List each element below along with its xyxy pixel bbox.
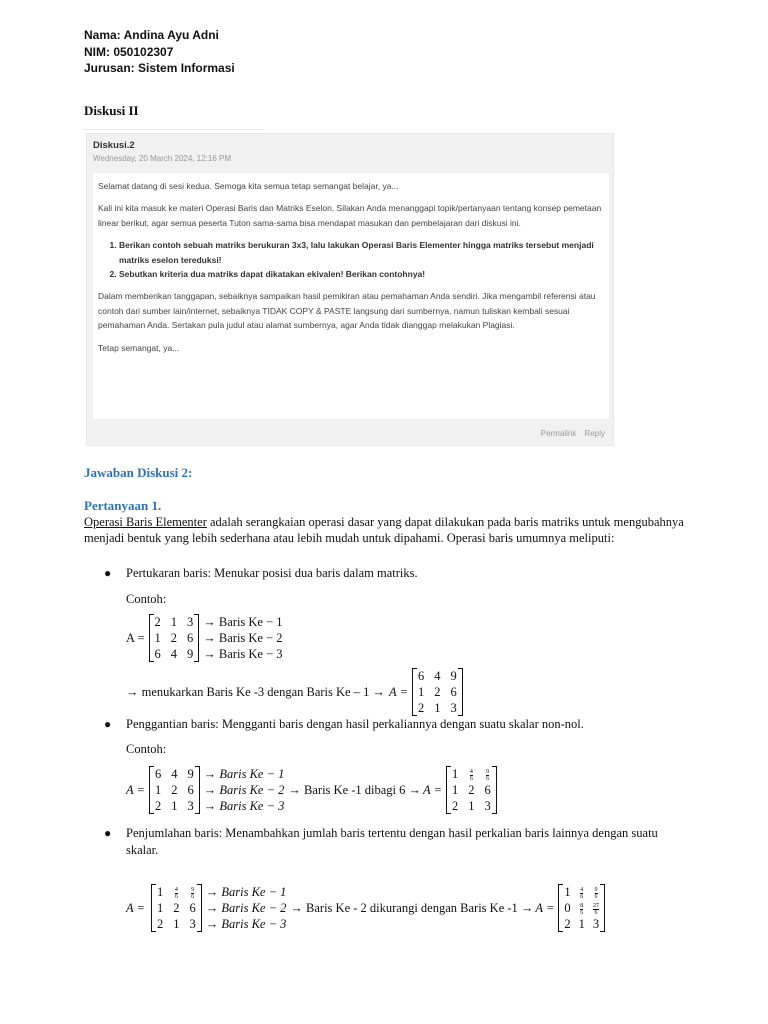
matrix-cell: 1 <box>417 685 425 699</box>
matrix-cell: 3 <box>484 799 491 813</box>
ex1-result-matrix <box>412 668 463 716</box>
permalink-link[interactable]: Permalink <box>540 429 577 438</box>
post-paragraph-2: Kali ini kita masuk ke materi Operasi Baris dan Matriks Eselon. Silakan Anda menanggapi topik/pertanyaan tentang konsep pemetaan linear berikut, agar semua peserta Tuton sama-sama bisa mendapat masukan dan pembelajaran dari diskusi ini. <box>98 203 602 228</box>
matrix-cell: 2 <box>173 901 180 915</box>
matrix-cell: 2 <box>154 799 162 813</box>
bullet-marker: ● <box>104 566 112 580</box>
row-label: → Baris Ke − 2 <box>203 783 285 797</box>
bullet-2-contoh: Contoh: <box>126 742 167 756</box>
matrix-cell: 1 <box>156 901 164 915</box>
ex3-rhs: A = <box>535 900 555 915</box>
ex2-row-labels <box>204 766 285 814</box>
ex3-row-labels <box>206 884 287 932</box>
matrix-cell-fraction: $\frac{27}{6}$ <box>593 902 600 916</box>
intro-text: adalah serangkaian operasi dasar yang dapat dilakukan pada baris matriks untuk mengubahnya menjadi bentuk yang lebih sederhana atau lebih mudah untuk dipahami. Operasi baris umumnya meliputi: <box>84 515 684 545</box>
row-label: → Baris Ke − 2 <box>203 631 283 645</box>
matrix-cell: 1 <box>452 783 459 797</box>
matrix-cell-fraction: $\frac{9}{6}$ <box>486 768 490 782</box>
matrix-cell: 2 <box>171 783 178 797</box>
matrix-cell-fraction: $\frac{4}{6}$ <box>174 886 178 900</box>
matrix-cell: 1 <box>173 917 180 931</box>
matrix-cell: 6 <box>187 631 194 645</box>
post-paragraph-3: Dalam memberikan tanggapan, sebaiknya sampaikan hasil pemikiran atau pemahaman Anda sendiri. Jika mengambil referensi atau contoh dari sumber lain/internet, sebaiknya TIDAK COPY & PASTE langsung dari sumbernya, namun tuliskan kembali sesuai pemahaman Anda. Sertakan pula judul atau alamat sumbernya, agar Anda tidak dianggap melakukan Plagiasi. <box>98 291 596 331</box>
row-label: → Baris Ke − 2 <box>205 901 287 915</box>
diskusi-title: Diskusi II <box>84 103 139 118</box>
post-question-list <box>98 238 603 281</box>
matrix-cell: 3 <box>187 799 194 813</box>
matrix-cell: 9 <box>187 647 194 661</box>
student-header <box>84 27 235 77</box>
post-paragraph-1: Selamat datang di sesi kedua. Semoga kita semua tetap semangat belajar, ya... <box>98 181 399 191</box>
matrix-cell: 2 <box>434 685 441 699</box>
answer-title: Jawaban Diskusi 2: <box>84 465 193 480</box>
post-date: Wednesday, 20 March 2024, 12:16 PM <box>93 154 232 163</box>
forum-post-screenshot <box>86 133 614 446</box>
matrix-cell-fraction: $\frac{9}{6}$ <box>594 886 598 900</box>
row-label: → Baris Ke − 1 <box>203 615 283 629</box>
matrix-cell: 1 <box>434 701 441 715</box>
post-question-1: 1. Berikan contoh sebuah matriks berukuran 3x3, lalu lakukan Operasi Baris Elementer hingga matriks tersebut menjadi matriks eselon tereduksi! <box>119 238 603 267</box>
ex2-rhs: A = <box>423 782 443 797</box>
matrix-cell: 2 <box>417 701 425 715</box>
matrix-cell: 4 <box>171 767 178 781</box>
reply-link[interactable]: Reply <box>584 429 605 438</box>
matrix-cell: 1 <box>156 885 164 899</box>
matrix-cell: 3 <box>189 917 196 931</box>
bullet-3-text: Penjumlahan baris: Menambahkan jumlah baris tertentu dengan hasil perkalian baris lainnya dengan suatu skalar. <box>126 826 658 857</box>
matrix-cell: 9 <box>450 669 457 683</box>
matrix-cell: 2 <box>452 799 459 813</box>
matrix-cell: 6 <box>484 783 491 797</box>
matrix-cell-fraction: $\frac{9}{6}$ <box>191 886 195 900</box>
example-3-equation <box>126 884 746 936</box>
matrix-cell-fraction: $\frac{4}{6}$ <box>580 886 584 900</box>
matrix-cell: 3 <box>187 615 194 629</box>
matrix-cell: 6 <box>450 685 457 699</box>
matrix-cell: 1 <box>171 799 178 813</box>
post-title: Diskusi.2 <box>93 140 135 151</box>
bullet-marker: ● <box>104 826 112 840</box>
matrix-cell: 2 <box>154 615 161 629</box>
post-question-2: 2. Sebutkan kriteria dua matriks dapat dikatakan ekivalen! Berikan contohnya! <box>119 267 603 281</box>
matrix-cell: 2 <box>156 917 164 931</box>
matrix-cell: 6 <box>187 783 194 797</box>
ex1-lhs: A = <box>126 630 145 645</box>
bullet-1-contoh: Contoh: <box>126 592 167 606</box>
example-1-result <box>126 668 726 718</box>
matrix-cell: 1 <box>578 917 585 931</box>
matrix-cell: 1 <box>564 885 571 899</box>
ex3-result-matrix <box>558 884 605 932</box>
bullet-1-text: Pertukaran baris: Menukar posisi dua baris dalam matriks. <box>126 566 418 580</box>
ex2-result-matrix <box>446 766 497 814</box>
bullet-2-text: Penggantian baris: Mengganti baris dengan hasil perkaliannya dengan suatu skalar non-nol. <box>126 717 584 731</box>
row-label: → Baris Ke − 3 <box>203 799 285 813</box>
ex1-rhs: A = <box>388 684 408 699</box>
post-body <box>93 173 609 419</box>
ex3-lhs: A = <box>126 900 145 915</box>
matrix-cell: 6 <box>154 767 162 781</box>
intro-term: Operasi Baris Elementer <box>84 515 207 529</box>
post-paragraph-4: Tetap semangat, ya... <box>98 342 180 353</box>
matrix-cell: 1 <box>468 799 475 813</box>
matrix-cell: 6 <box>154 647 161 661</box>
matrix-cell: 0 <box>564 901 571 915</box>
row-label: → Baris Ke − 1 <box>203 767 285 781</box>
student-name: Nama: Andina Ayu Adni <box>84 28 219 42</box>
row-label: → Baris Ke − 3 <box>205 917 287 931</box>
matrix-cell: 1 <box>154 783 162 797</box>
matrix-cell: 4 <box>170 647 178 661</box>
post-links <box>535 429 605 438</box>
matrix-cell-fraction: $\frac{8}{6}$ <box>580 902 584 916</box>
matrix-cell: 9 <box>187 767 194 781</box>
example-2-equation <box>126 766 726 818</box>
ex3-desc: → Baris Ke - 2 dikurangi dengan Baris Ke -1 → <box>290 900 534 915</box>
row-label: → Baris Ke − 1 <box>205 885 287 899</box>
matrix-cell: 1 <box>170 615 178 629</box>
matrix-cell: 6 <box>189 901 196 915</box>
ex1-matrix <box>149 614 200 662</box>
matrix-cell: 2 <box>564 917 571 931</box>
ex1-row-labels <box>203 614 282 662</box>
row-label: → Baris Ke − 3 <box>203 647 283 661</box>
bullet-marker: ● <box>104 717 112 731</box>
matrix-cell: 3 <box>592 917 600 931</box>
matrix-cell: 2 <box>468 783 475 797</box>
matrix-cell: 3 <box>450 701 457 715</box>
matrix-cell: 1 <box>452 767 459 781</box>
ex2-matrix <box>149 766 200 814</box>
matrix-cell: 6 <box>417 669 425 683</box>
question-1-title: Pertanyaan 1. <box>84 498 162 513</box>
ex1-desc: → menukarkan Baris Ke -3 dengan Baris Ke – 1 → <box>126 684 385 699</box>
ex3-matrix <box>151 884 202 932</box>
matrix-cell-fraction: $\frac{4}{6}$ <box>469 768 473 782</box>
matrix-cell: 2 <box>170 631 178 645</box>
title-divider <box>84 129 264 130</box>
example-1-equation <box>126 614 726 666</box>
student-major: Jurusan: Sistem Informasi <box>84 61 235 75</box>
matrix-cell: 4 <box>434 669 441 683</box>
matrix-cell: 1 <box>154 631 161 645</box>
student-nim: NIM: 050102307 <box>84 44 174 59</box>
intro-paragraph <box>84 514 690 546</box>
ex2-desc: → Baris Ke -1 dibagi 6 → <box>288 782 422 797</box>
ex2-lhs: A = <box>126 782 145 797</box>
